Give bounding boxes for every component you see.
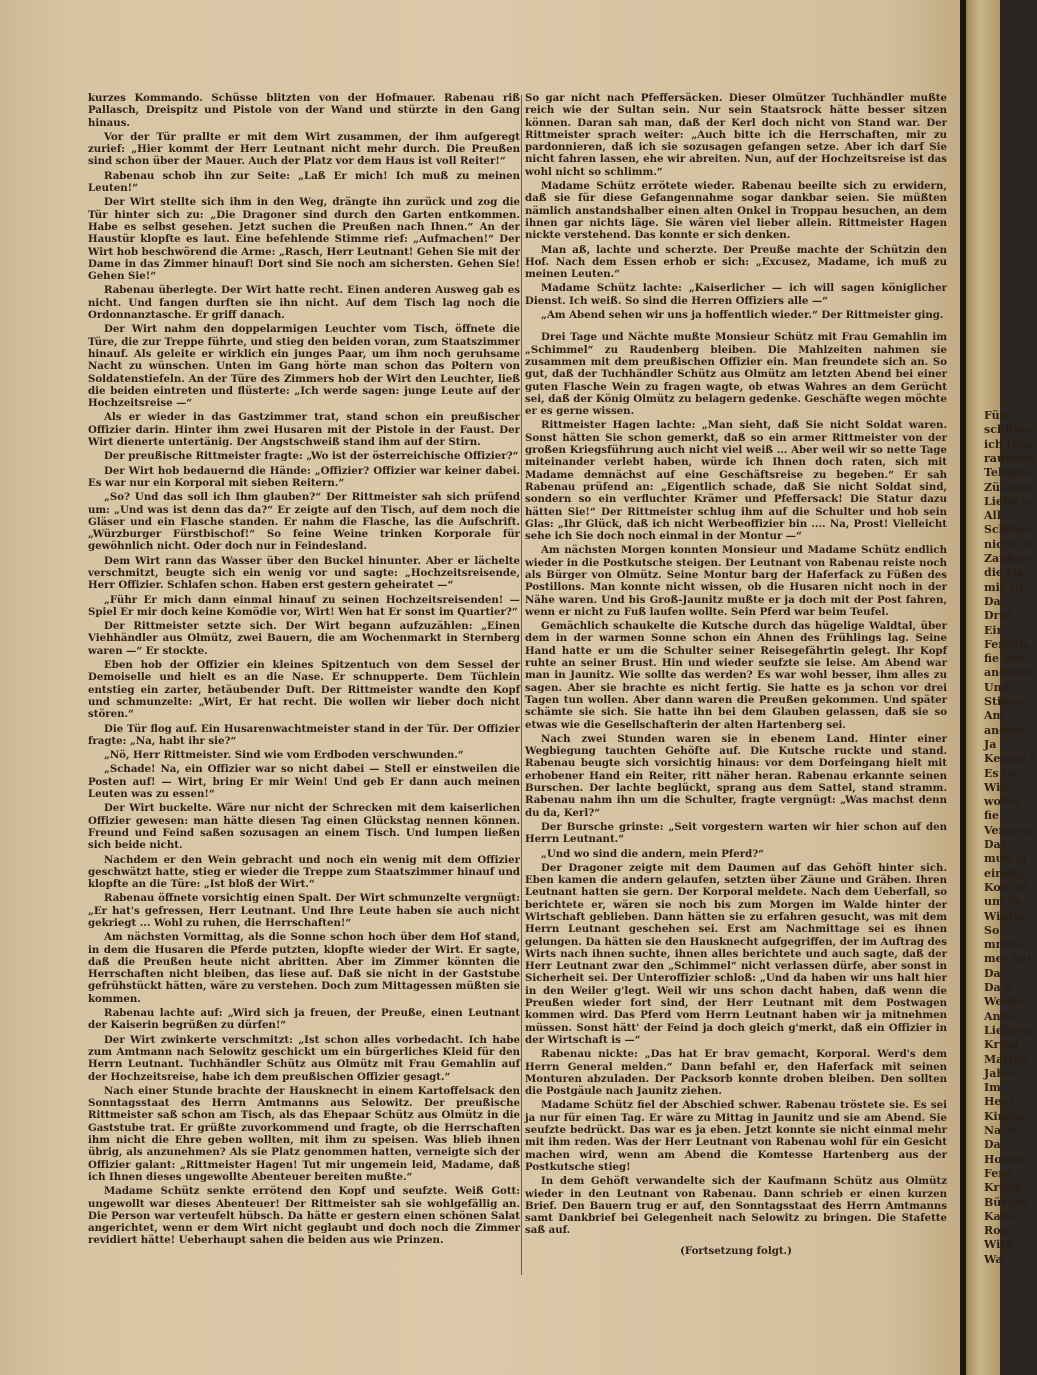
paragraph: Der Wirt hob bedauernd die Hände: „Offizier? Offizier war keiner dabei. Es war nur ein Korporal mit sieben Reitern.“ — [88, 464, 520, 489]
edge-text-fragment: So — [984, 923, 1000, 937]
paragraph: „Nö, Herr Rittmeister. Sind wie vom Erdboden verschwunden.“ — [104, 749, 464, 762]
right-column — [525, 92, 947, 1259]
paragraph: „Am Abend sehen wir uns ja hoffentlich wieder.“ Der Rittmeister ging. — [541, 309, 944, 322]
edge-text-fragment: Jahre — [984, 1066, 1018, 1080]
edge-text-fragment: anderer — [984, 666, 1033, 680]
edge-text-fragment: Winter — [984, 909, 1027, 923]
paragraph: Die Tür flog auf. Ein Husarenwachtmeister stand in der Tür. Der Offizier fragte: „Na, habt ihr sie?“ — [88, 722, 520, 747]
edge-text-fragment: muß al — [984, 852, 1028, 866]
edge-text-fragment: woher — [984, 795, 1022, 809]
left-column — [88, 92, 520, 1249]
edge-text-fragment: mmen — [984, 938, 1023, 952]
paragraph: Rittmeister Hagen lachte: „Man sieht, daß Sie nicht Soldat waren. Sonst hätten Sie schon gemerkt, daß so ein armer Rittmeister von der großen Kriegsführung auch nicht viel weiß ... Aber weil wir so nette Tage miteinander verlebt haben, würde ich Ihnen doch raten, sich mit Madame demnächst auf eine Geschäftsreise zu begeben.“ Er sah Rabenau prüfend an: „Eigentlich schade, daß Sie nicht Soldat sind, sondern so ein verfluchter Krämer und Pfeffersack! Die Statur dazu hätten Sie!“ Der Rittmeister schlug ihm auf die Schulter und hob sein Glas: „Ihr Glück, daß ich nicht Werbeoffizier bin .... Na, Prost! Vielleicht sehe ich Sie doch noch einmal in der Montur —“ — [525, 419, 947, 543]
paragraph: Dem Wirt rann das Wasser über den Buckel hinunter. Aber er lächelte verschmitzt, beugte sich ein wenig vor und sagte: „Hochzeitsreisende, Herr Offizier. Schlafen schon. Haben erst gestern geheiratet —“ — [88, 554, 520, 592]
edge-text-fragment: Win — [984, 780, 1009, 794]
paragraph: „Schade! Na, ein Offizier war so nicht dabei — Stell er einstweilen die Posten auf! — Wirt, bring Er mir Wein! Und geb Er dann auch meinen Leuten was zu essen!“ — [88, 763, 520, 801]
edge-text-fragment: mit zu — [984, 580, 1023, 594]
paragraph: Rabenau schob ihn zur Seite: „Laß Er mich! Ich muß zu meinen Leuten!“ — [88, 169, 520, 195]
adjacent-page-edge — [960, 0, 1037, 1375]
edge-text-fragment: Da — [984, 1138, 1001, 1152]
edge-text-fragment: Weihn — [984, 995, 1023, 1009]
edge-text-fragment: fie — [984, 809, 999, 823]
edge-text-fragment: Es ist — [984, 766, 1018, 780]
edge-text-fragment: Krieg — [984, 1038, 1019, 1052]
edge-text-fragment: Liebe w — [984, 494, 1031, 508]
edge-text-fragment: Wirk — [984, 1238, 1014, 1252]
paragraph: Der preußische Rittmeister fragte: „Wo ist der österreichische Offizier?“ — [104, 450, 519, 463]
edge-text-fragment: Wa — [984, 1252, 1003, 1266]
edge-text-fragment: fie den — [984, 652, 1026, 666]
edge-text-fragment: Ferdela — [984, 637, 1030, 651]
paragraph: Der Wirt nahm den doppelarmigen Leuchter vom Tisch, öffnete die Türe, die zur Treppe führte, und stieg den beiden voran, zum Staatszimmer hinauf. Als geleite er wirklich ein junges Paar, um ihm noch geruhsame Nacht zu wünschen. Unten im Gang hörte man schon das Poltern von Soldatenstiefeln. An der Türe des Zimmers hob der Wirt den Leuchter, ließ die beiden eintreten und flüsterte: „Ich werde sagen: junge Leute auf der Hochzeitsreise —“ — [88, 323, 520, 410]
paragraph: Als er wieder in das Gastzimmer trat, stand schon ein preußischer Offizier darin. Hinter ihm zwei Husaren mit der Pistole in der Faust. Der Wirt dienerte untertänig. Der Angstschweiß stand ihm auf der Stirn. — [88, 411, 520, 449]
paragraph: Vor der Tür prallte er mit dem Wirt zusammen, der ihm aufgeregt zurief: „Hier kommt der Herr Leutnant nicht mehr durch. Die Preußen sind schon über der Mauer. Auch der Platz vor dem Haus ist voll Reiter!“ — [88, 130, 520, 168]
edge-text-fragment: Fern — [984, 1166, 1012, 1180]
edge-text-fragment: Keines f — [984, 752, 1035, 766]
paragraph: Der Wirt zwinkerte verschmitzt: „Ist schon alles vorbedacht. Ich habe zum Amtmann nach Selowitz geschickt um ein bürgerliches Kleid für den Herrn Leutnant. Tuchhändler Schütz aus Olmütz mit Frau Gemahlin auf der Hochzeitsreise, habe ich dem preußischen Offizier gesagt.“ — [88, 1033, 520, 1083]
edge-text-fragment: Zauberu — [984, 552, 1036, 565]
edge-text-fragment: Anne — [984, 1009, 1016, 1023]
edge-text-fragment: Rom — [984, 1224, 1013, 1238]
paragraph: kurzes Kommando. Schüsse blitzten von der Hofmauer. Rabenau riß Pallasch, Dreispitz und Pistole von der Wand und stürzte in den Gang hinaus. — [88, 92, 520, 129]
paragraph: Madame Schütz fiel der Abschied schwer. Rabenau tröstete sie. Es sei ja nur für einen Tag. Er wäre zu Mittag in Jaunitz und sie am Abend. Sie seufzte bedrückt. Das war es ja eben. Jetzt konnte sie nicht einmal mehr mit ihm reden. Was der Herr Leutnant von Rabenau wohl für ein Gesicht machen wird, wenn am Abend die Komtesse Hartenberg aus der Postkutsche stieg! — [525, 1099, 947, 1173]
edge-text-fragment: Da n — [984, 981, 1013, 994]
paragraph: Nachdem er den Wein gebracht und noch ein wenig mit dem Offizier geschwätzt hatte, stieg er wieder die Treppe zum Staatszimmer hinauf und klopfte an die Türe: „Ist bloß der Wirt.“ — [88, 853, 520, 891]
edge-text-fragment: Fün — [984, 409, 1008, 422]
edge-text-fragment: Ein — [984, 623, 1005, 637]
edge-text-fragment: Liebern — [984, 1023, 1032, 1037]
paragraph: Am nächsten Vormittag, als die Sonne schon hoch über dem Hof stand, in dem die Husaren die Pferde putzten, klopfte wieder der Wirt. Er sagte, daß die Preußen heute nicht abritten. Aber im Zimmer könnten die Herrschaften nicht bleiben, das liese auf. Daß sie nicht in der Gaststube gefrühstückt hätten, wäre zu verstehen. Doch zum Mittagessen müßten sie kommen. — [88, 931, 520, 1005]
paragraph: Madame Schütz lachte: „Kaiserlicher — ich will sagen königlicher Dienst. Ich weiß. So sind die Herren Offiziers alle —“ — [525, 282, 947, 307]
paragraph: Rabenau nickte: „Das hat Er brav gemacht, Korporal. Werd's dem Herrn General melden.“ Dann befahl er, den Haferfack mit seinen Monturen abzuladen. Der Packsorb konnte droben bleiben. Den sollten die Postgäule nach Jaunitz ziehen. — [525, 1048, 947, 1098]
edge-text-fragment: Da — [984, 966, 1001, 980]
edge-text-fragment: Telepho — [984, 466, 1033, 480]
edge-text-fragment: anders: — [984, 723, 1030, 737]
paragraph: Der Wirt stellte sich ihm in den Weg, drängte ihn zurück und zog die Tür hinter sich zu: „Die Dragoner sind durch den Garten entkommen. Habe es selbst gesehen. Jetzt suchen die Preußen nach Ihnen.“ An der Haustür klopfte es laut. Eine befehlende Stimme rief: „Aufmachen!“ Der Wirt hob beschwörend die Arme: „Rasch, Herr Leutnant! Gehen Sie mit der Dame in das Zimmer hinauf! Dort sind Sie noch am sichersten. Gehen Sie! Gehen Sie!“ — [88, 196, 520, 283]
edge-text-fragment: Kinder — [984, 1109, 1027, 1123]
edge-text-fragment: Heut — [984, 1095, 1015, 1109]
edge-text-fragment: raummü — [984, 451, 1037, 465]
continuation-note: (Fortsetzung folgt.) — [680, 1244, 792, 1257]
paragraph: Nach zwei Stunden waren sie in ebenem Land. Hinter einer Wegbiegung tauchten Gehöfte auf. Die Kutsche ruckte und stand. Rabenau beugte sich vorsichtig hinaus: vor dem Dorfeingang hielt mit erhobener Hand ein Reiter, ritt näher heran. Rabenau erkannte seinen Burschen. Der lachte beglückt, sprang aus dem Sattel, stand stramm. Rabenau nahm ihn um die Schulter, fragte vergnügt: „Was machst denn du da, Kerl?“ — [525, 732, 947, 819]
paragraph: Am nächsten Morgen konnten Monsieur und Madame Schütz endlich wieder in die Postkutsche steigen. Der Leutnant von Rabenau reiste noch als Bürger von Olmütz. Seine Montur barg der Haferfack zu Füßen des Postillons. Man konnte nicht wissen, ob die Husaren nicht noch in der Nähe waren. Und bis Groß-Jaunitz mußte er ja doch mit der Post fahren, wenn er nicht zu Fuß laufen wollte. Sein Pferd war beim Teufel. — [525, 544, 947, 618]
edge-text-fragment: Im — [984, 1081, 1001, 1095]
edge-text-fragment: Kaffe — [984, 1209, 1017, 1223]
edge-text-fragment: Schluss — [984, 523, 1032, 537]
paragraph: Nach einer Stunde brachte der Hausknecht in einem Kartoffelsack den Sonntagsstaat des Herrn Amtmanns aus Selowitz. Der preußische Rittmeister saß schon am Tisch, als das Ehepaar Schütz aus Olmütz in die Gaststube trat. Er grüßte zuvorkommend und fragte, ob die Herrschaften ihm nicht die Ehre geben wollten, mit ihm zu speisen. Was blieb ihnen übrig, als anzunehmen? Als sie Platz genommen hatten, verneigte sich der Offizier galant: „Rittmeister Hagen! Tut mir ungemein leid, Madame, daß ich Ihnen dieses ungewollte Abenteuer bereiten mußte.“ — [88, 1084, 520, 1183]
edge-text-fragment: Vermen — [984, 823, 1031, 837]
edge-text-fragment: schlimm — [984, 423, 1037, 437]
paragraph: „So? Und das soll ich Ihm glauben?“ Der Rittmeister sah sich prüfend um: „Und was ist denn das da?“ Er zeigte auf den Tisch, auf dem noch die Gläser und ein Flasche standen. Er nahm die Flasche, las die Aufschrift. „Würzburger Fürstbischof!“ So feine Weine trinken Korporale für gewöhnlich nicht. Oder doch nur in Feindesland. — [88, 491, 520, 553]
paragraph: Eben hob der Offizier ein kleines Spitzentuch von dem Sessel der Demoiselle und hielt es an die Nase. Er schnupperte. Dem Tüchlein entstieg ein zarter, betäubender Duft. Der Rittmeister wandte den Kopf und schmunzelte: „Wirt, Er hat recht. Die wollen wir lieber doch nicht stören.“ — [88, 659, 520, 721]
edge-text-fragment: Zülliger — [984, 480, 1034, 494]
paragraph: Der Bursche grinste: „Seit vorgestern warten wir hier schon auf den Herrn Leutnant.“ — [525, 820, 947, 846]
paragraph: Der Dragoner zeigte mit dem Daumen auf das Gehöft hinter sich. Eben kamen die andern gelaufen, setzten über Zäune und Gräben. Ihren Leutnant hatten sie gern. Der Korporal meldete. Nach dem Ueberfall, so berichtete er, wären sie noch bis zum Morgen im Walde hinter der Wirtschaft geblieben. Dann hätten sie zu erfahren gesucht, was mit dem Herrn Leutnant geschehen sei. Erst am Nachmittage sei es ihnen gelungen. Da hätten sie den Hausknecht aufgegriffen, der im Auftrag des Wirts nach ihnen suchte, ihnen alles berichtete und auch sagte, daß der Herr Leutnant zwar den „Schimmel“ nicht verlassen dürfe, aber sonst in Sicherheit sei. Der Unteroffizier schloß: „Und da haben wir uns halt hier in den Weiler g'legt. Weil wir uns schon dacht haben, daß wenn die Preußen wieder fort sind, der Herr Leutnant mit dem Postwagen kommen wird. Das Pferd vom Herrn Leutnant haben wir ja mitnehmen müssen. Sonst hätt' der Feind ja doch gleich g'merkt, daß ein Offizier in der Wirtschaft is —“ — [525, 861, 947, 1046]
paragraph: Drei Tage und Nächte mußte Monsieur Schütz mit Frau Gemahlin im „Schimmel“ zu Raudenberg bleiben. Die Mahlzeiten nahmen sie zusammen mit dem preußischen Offizier ein. Man freundete sich an. So gut, daß der Tuchhändler Schütz aus Olmütz am letzten Abend bei einer guten Flasche Wein zu fragen wagte, ob etwas Wahres an dem Gerücht sei, daß der König Olmütz zu belagern gedenke. Geschäfte wegen möchte er es gerne wissen. — [525, 331, 947, 418]
edge-text-fragment: Da — [984, 594, 1001, 608]
paragraph: So gar nicht nach Pfeffersäcken. Dieser Olmützer Tuchhändler mußte reich wie der Sultan sein. Nur sein Staatsrock hätte besser sitzen können. Daran sah man, daß der Kerl doch nicht von Stand war. Der Rittmeister sprach weiter: „Auch bitte ich die Herrschaften, mir zu pardonnieren, daß ich sie sozusagen gefangen setze. Aber ich darf Sie nicht fahren lassen, ehe wir abreiten. Nun, auf der Hochzeitsreise ist das wohl nicht so schlimm.“ — [525, 92, 947, 178]
edge-text-fragment: Das — [984, 838, 1007, 851]
paragraph: Rabenau öffnete vorsichtig einen Spalt. Der Wirt schmunzelte vergnügt: „Er hat's gefressen, Herr Leutnant. Und Ihre Leute haben sie auch nicht gekriegt ... Wohl zu ruhen, die Herrschaften!“ — [88, 892, 520, 929]
column-divider — [521, 95, 522, 1275]
paragraph: Gemächlich schaukelte die Kutsche durch das hügelige Waldtal, über dem in der warmen Sonne schon ein Ahnen des Frühlings lag. Seine Hand hatte er um die Schulter seiner Reisegefährtin gelegt. Ihr Kopf ruhte an seiner Brust. Hin und wieder seufzte sie leise. Am Abend war man in Jaunitz. Wie sollte das werden? Es war wohl besser, ihm alles zu sagen. Aber sie brachte es nicht fertig. Sie hatte es ja schon vor drei Tagen tun wollen. Aber dann waren die Preußen gekommen. Und später schämte sie sich. Sie hatte ihn bei dem Glauben gelassen, daß sie so etwas wie die Gesellschafterin der alten Hartenberg sei. — [525, 620, 947, 731]
edge-text-fragment: Martin — [984, 1052, 1027, 1066]
paragraph: Man aß, lachte und scherzte. Der Preuße machte der Schützin den Hof. Nach dem Essen erhob er sich: „Excusez, Madame, ich muß zu meinen Leuten.“ — [525, 243, 947, 281]
paragraph: In dem Gehöft verwandelte sich der Kaufmann Schütz aus Olmütz wieder in den Leutnant von Rabenau. Dann schrieb er einen kurzen Brief. Den Bauern trug er auf, den Sonntagsstaat des Herrn Amtmanns samt Dankbrief bei Gelegenheit nach Selowitz zu bringen. Die Stafette saß auf. — [525, 1175, 947, 1237]
edge-text-fragment: ich trug — [984, 437, 1034, 451]
paragraph: Madame Schütz errötete wieder. Rabenau beeilte sich zu erwidern, daß sie für diese Gefangennahme sogar dankbar seien. Sie müßten nämlich anstandshalber einen alten Onkel in Troppau besuchen, an dem ihnen gar nichts läge. Sie wären viel lieber allein. Rittmeister Hagen nickte verstehend. Das konnte er sich denken. — [525, 180, 947, 242]
edge-text-fragment: Hoffen — [984, 1152, 1026, 1166]
edge-text-fragment: einzige — [984, 866, 1029, 880]
edge-text-fragment: mer bei — [984, 952, 1032, 966]
edge-text-fragment: All — [984, 509, 1001, 523]
edge-text-fragment: Kreflü — [984, 1181, 1023, 1195]
paragraph: Rabenau überlegte. Der Wirt hatte recht. Einen anderen Ausweg gab es nicht. Und fangen durften sie ihn nicht. Auf dem Tisch lag noch die Ordonnanztasche. Er griff danach. — [88, 284, 520, 322]
edge-text-fragment: nicht so — [984, 537, 1034, 551]
paragraph: „Und wo sind die andern, mein Pferd?“ — [541, 847, 765, 860]
paragraph: Der Rittmeister setzte sich. Der Wirt begann aufzuzählen: „Einen Viehhändler aus Olmütz, zwei Bauern, die am Wochenmarkt in Sternberg waren —“ Er stockte. — [88, 620, 520, 657]
edge-text-fragment: Am — [984, 709, 1005, 723]
paragraph: Madame Schütz senkte errötend den Kopf und seufzte. Weiß Gott: ungewollt war dieses Abenteuer! Der Rittmeister sah sie wohlgefällig an. Die Person war verteufelt hübsch. Da hätte er gestern einen schönen Salat angerichtet, wenn er dem Wirt nicht geglaubt und doch noch die Zimmer revidiert hätte! Ueberhaupt sahen die beiden aus wie Prinzen. — [88, 1185, 520, 1247]
edge-text-fragment: Kofe bi — [984, 880, 1029, 894]
edge-text-fragment: Nach — [984, 1124, 1016, 1137]
edge-text-fragment: Und — [984, 680, 1010, 694]
paragraph: Rabenau lachte auf: „Wird sich ja freuen, der Preuße, einen Leutnant der Kaiserin begrüßen zu dürfen!“ — [88, 1007, 520, 1032]
edge-text-fragment: Drei — [984, 609, 1011, 623]
book-spine — [960, 0, 966, 1375]
edge-text-fragment: um da — [984, 895, 1023, 909]
edge-text-fragment: Stimm — [984, 695, 1025, 708]
edge-text-fragment: die Da — [984, 566, 1024, 580]
edge-text-fragment: Ja — [984, 737, 997, 751]
paragraph: „Führ Er mich dann einmal hinauf zu seinen Hochzeitsreisenden! — Spiel Er mir doch keine Komödie vor, Wirt! Wen hat Er sonst im Quartier?“ — [88, 593, 520, 618]
paragraph: Der Wirt buckelte. Wäre nur nicht der Schrecken mit dem kaiserlichen Offizier gewesen: man hätte diesen Tag einen Glückstag nennen können. Freund und Feind saßen sozusagen an einem Tisch. Und lumpen ließen sich beide nicht. — [88, 802, 520, 852]
edge-text-fragment: Bürger — [984, 1195, 1028, 1209]
